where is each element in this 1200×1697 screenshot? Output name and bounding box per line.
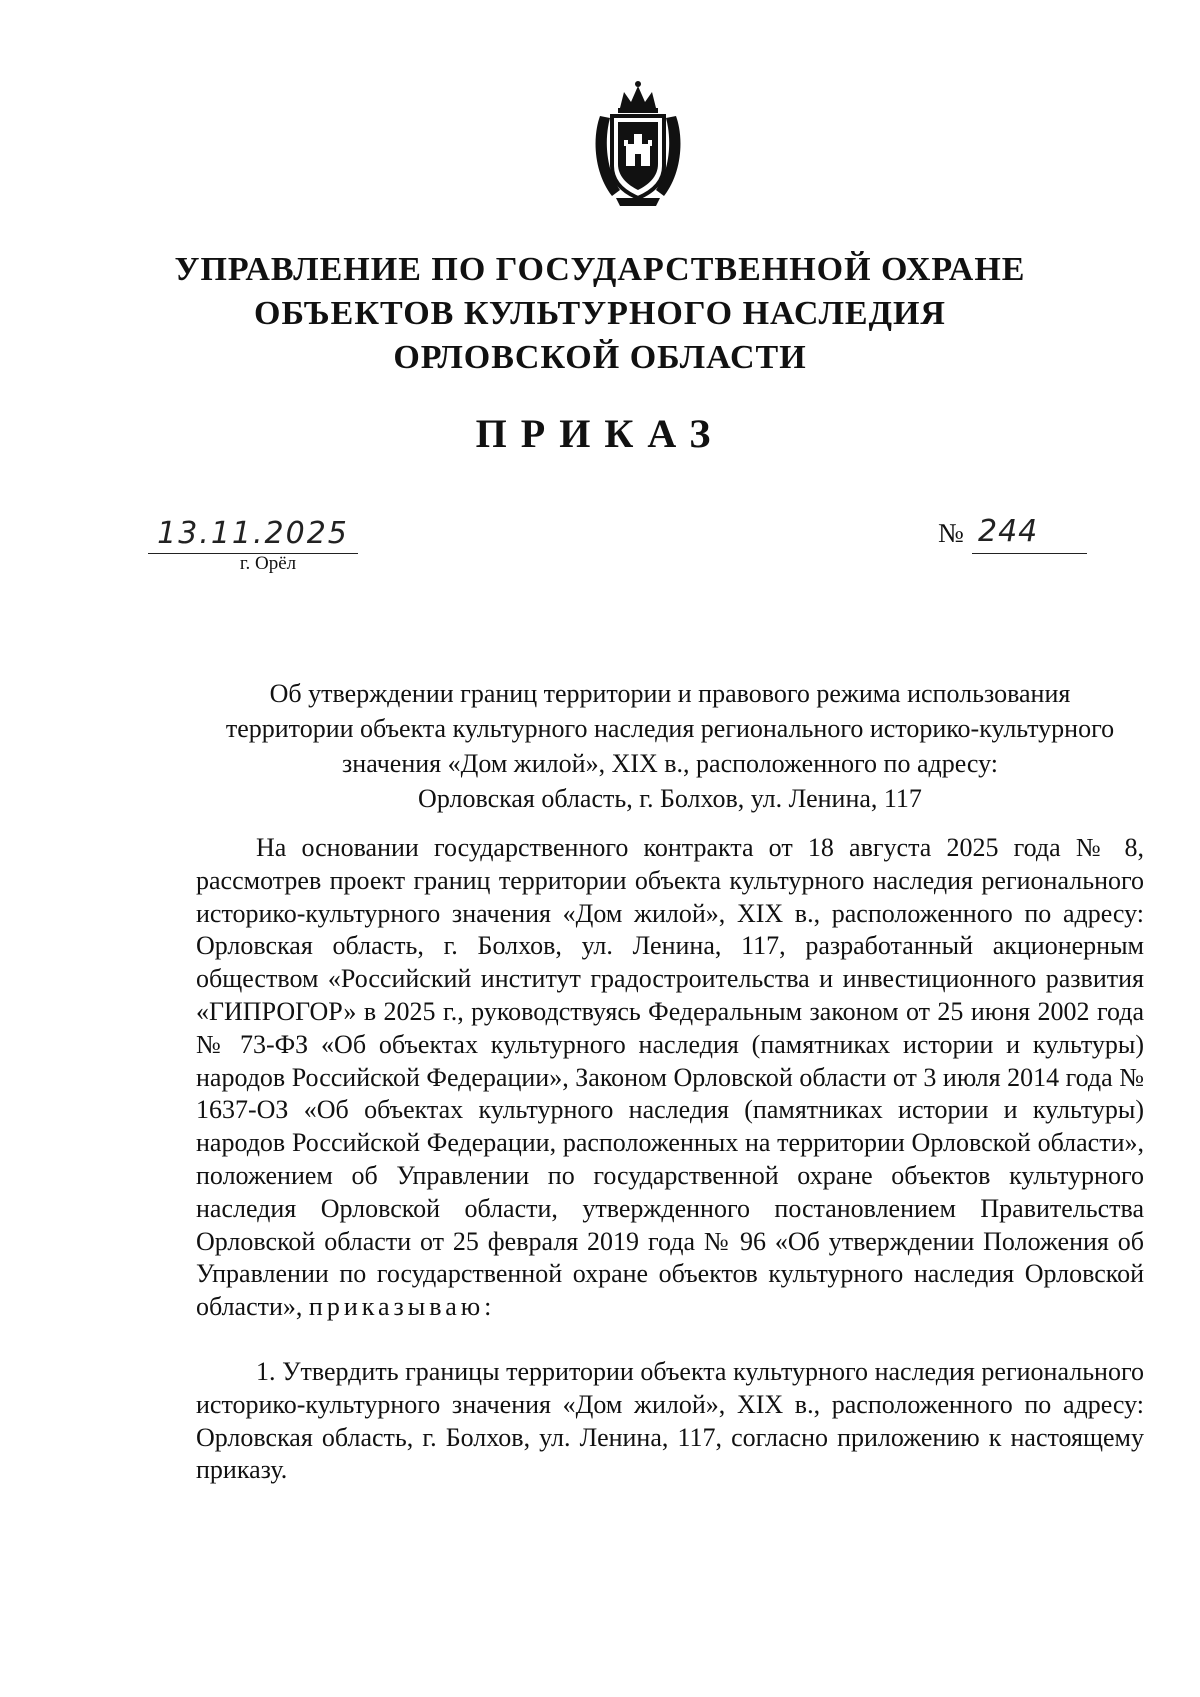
handwritten-number: 244 bbox=[978, 514, 1039, 549]
order-word: приказываю: bbox=[308, 1292, 496, 1322]
preamble-paragraph bbox=[196, 832, 1144, 1324]
agency-name-line-2: ОБЪЕКТОВ КУЛЬТУРНОГО НАСЛЕДИЯ bbox=[254, 295, 946, 332]
order-subject bbox=[190, 676, 1150, 816]
number-underline bbox=[972, 553, 1087, 554]
coat-of-arms-icon bbox=[590, 78, 686, 208]
preamble-text: На основании государственного контракта от 18 августа 2025 года № 8, рассмотрев проект границ территории объекта культурного наследия регионального историко-культурного значения «Дом жилой», XIX в., расположенного по адресу: Орловская область, г. Болхов, ул. Ленина, 117, разработанный акционерным обществом «Российский институт градостроительства и инвестиционного развития «ГИПРОГОР» в 2025 г., руководствуясь Федеральным законом от 25 июня 2002 года № 73-ФЗ «Об объектах культурного наследия (памятниках истории и культуры) народов Российской Федерации», Законом Орловской области от 3 июля 2014 года № 1637-ОЗ «Об объектах культурного наследия (памятниках истории и культуры) народов Российской Федерации, расположенных на территории Орловской области», положением об Управлении по государственной охране объектов культурного наследия Орловской области, утвержденного постановлением Правительства Орловской области от 25 февраля 2019 года № 96 «Об утверждении Положения об Управлении по государственной охране объектов культурного наследия Орловской области», bbox=[196, 833, 1144, 1322]
subject-line-3: значения «Дом жилой», XIX в., расположенного по адресу: bbox=[342, 749, 998, 778]
order-body bbox=[196, 832, 1144, 1487]
subject-line-2: территории объекта культурного наследия регионального историко-культурного bbox=[225, 714, 1115, 743]
number-sign: № bbox=[938, 518, 964, 548]
agency-name-line-3: ОРЛОВСКОЙ ОБЛАСТИ bbox=[393, 339, 807, 376]
agency-name bbox=[0, 248, 1200, 380]
handwritten-date: 13.11.2025 bbox=[157, 516, 349, 551]
subject-line-4: Орловская область, г. Болхов, ул. Ленина, 117 bbox=[418, 784, 922, 813]
city-label: г. Орёл bbox=[239, 553, 297, 574]
agency-name-line-1: УПРАВЛЕНИЕ ПО ГОСУДАРСТВЕННОЙ ОХРАНЕ bbox=[174, 251, 1026, 288]
item-1-paragraph: 1. Утвердить границы территории объекта культурного наследия регионального историко-культурного значения «Дом жилой», XIX в., расположенного по адресу: Орловская область, г. Болхов, ул. Ленина, 117, согласно приложению к настоящему приказу. bbox=[196, 1356, 1144, 1485]
subject-line-1: Об утверждении границ территории и правового режима использования bbox=[269, 679, 1071, 708]
document-type-title: ПРИКАЗ bbox=[475, 411, 725, 456]
